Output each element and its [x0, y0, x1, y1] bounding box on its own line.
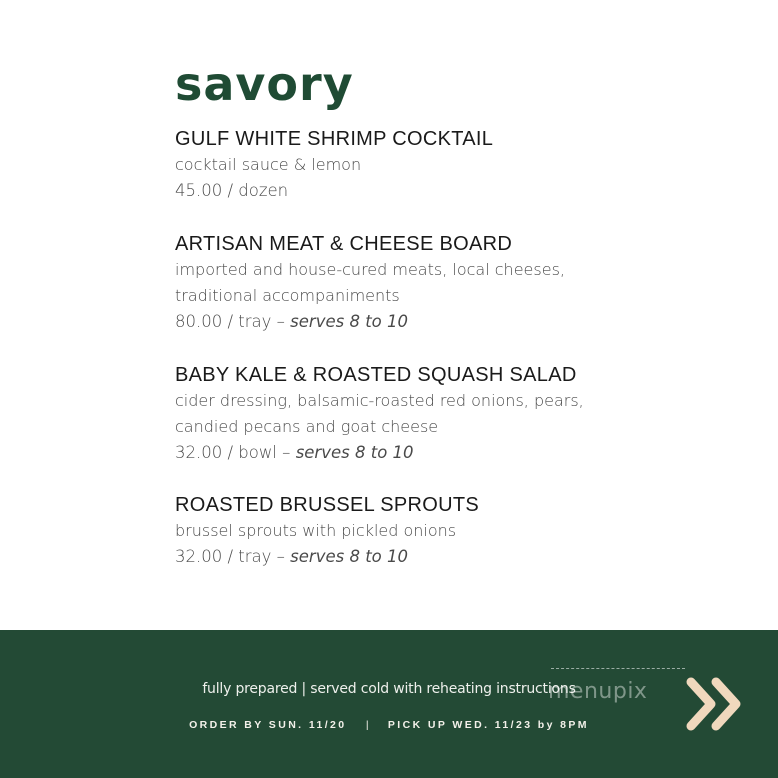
item-description: cider dressing, balsamic-roasted red onions, pears, — [175, 391, 584, 410]
item-description: imported and house-cured meats, local cheeses, — [175, 260, 565, 279]
pick-up-text: PICK UP WED. 11/23 by 8PM — [387, 719, 589, 731]
menu-item — [175, 126, 735, 204]
price-text: 32.00 / bowl – — [175, 443, 291, 462]
item-price — [175, 309, 735, 335]
order-by-text: ORDER BY SUN. 11/20 — [189, 719, 347, 731]
menupix-watermark — [548, 668, 688, 714]
double-chevron-right-icon[interactable] — [684, 675, 748, 733]
serves-note: serves 8 to 10 — [290, 547, 409, 566]
item-price — [175, 544, 735, 570]
item-description: cocktail sauce & lemon — [175, 155, 362, 174]
menu-item — [175, 492, 735, 570]
item-name: BABY KALE & ROASTED SQUASH SALAD — [175, 364, 577, 386]
section-title: savory — [175, 57, 354, 111]
footer-tagline: fully prepared | served cold with reheating instructions — [202, 681, 576, 697]
item-description: candied pecans and goat cheese — [175, 417, 439, 436]
item-name: GULF WHITE SHRIMP COCKTAIL — [175, 128, 494, 150]
divider: | — [365, 719, 369, 731]
price-text: 80.00 / tray – — [175, 312, 285, 331]
watermark-dash — [551, 668, 685, 669]
item-price — [175, 440, 735, 466]
menu-item — [175, 231, 735, 335]
item-name: ROASTED BRUSSEL SPROUTS — [175, 494, 479, 516]
item-description: brussel sprouts with pickled onions — [175, 521, 457, 540]
menu-item — [175, 362, 735, 466]
watermark-text: menupix — [548, 679, 648, 704]
price-text: 45.00 / dozen — [175, 181, 289, 200]
item-price — [175, 178, 735, 204]
serves-note: serves 8 to 10 — [295, 443, 414, 462]
price-text: 32.00 / tray – — [175, 547, 285, 566]
item-name: ARTISAN MEAT & CHEESE BOARD — [175, 233, 513, 255]
serves-note: serves 8 to 10 — [290, 312, 409, 331]
item-description: traditional accompaniments — [175, 286, 400, 305]
order-deadline-line — [0, 718, 778, 732]
footer-banner — [0, 630, 778, 778]
